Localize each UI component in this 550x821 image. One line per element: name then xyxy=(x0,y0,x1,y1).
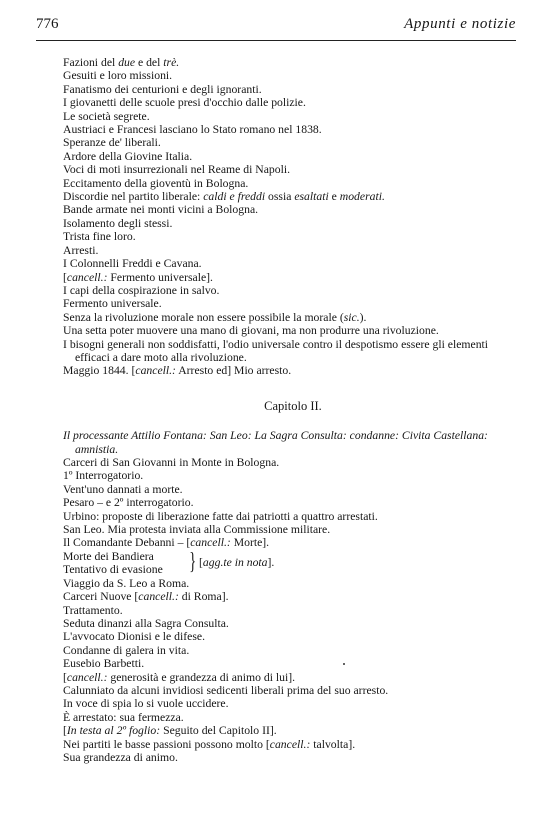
running-title: Appunti e notizie xyxy=(404,16,516,32)
text-line: Tentativo di evasione xyxy=(63,562,163,576)
bracketed-pair xyxy=(63,550,523,577)
text-line: È arrestato: sua fermezza. xyxy=(63,710,184,724)
text-line: Nei partiti le basse passioni possono molto [cancell.: talvolta]. xyxy=(63,737,356,751)
text-line: Una setta poter muovere una mano di giovani, ma non produrre una rivoluzione. xyxy=(63,324,439,338)
text-line: Fazioni del due e del trè. xyxy=(63,56,180,69)
text-line: Ardore della Giovine Italia. xyxy=(63,149,193,163)
text-line: Urbino: proposte di liberazione fatte dai patriotti a quattro arrestati. xyxy=(63,509,378,523)
text-line: I giovanetti delle scuole presi d'occhio dalle polizie. xyxy=(63,96,306,110)
text-line: I bisogni generali non soddisfatti, l'odio universale contro il despotismo essere gli elementi efficaci a dare moto alla rivoluzione. xyxy=(63,337,489,364)
text-line: Eccitamento della gioventù in Bologna. xyxy=(63,176,249,190)
body-text xyxy=(63,56,523,765)
text-line: [cancell.: Fermento universale]. xyxy=(63,270,213,284)
brace-note: [agg.te in nota]. xyxy=(199,555,275,569)
text-line: Fermento universale. xyxy=(63,297,162,311)
curly-brace: } xyxy=(189,548,197,575)
section-last-line xyxy=(63,364,523,377)
text-line: Voci di moti insurrezionali nel Reame di Napoli. xyxy=(63,163,290,177)
chapter-title: Capitolo II. xyxy=(264,398,322,413)
text-line: Morte dei Bandiera xyxy=(63,549,154,563)
running-header xyxy=(36,16,516,38)
text-line: Pesaro – e 2º interrogatorio. xyxy=(63,496,194,510)
text-line: I capi della cospirazione in salvo. xyxy=(63,283,220,297)
text-line: Carceri di San Giovanni in Monte in Bologna. xyxy=(63,455,280,469)
text-line: Eusebio Barbetti. xyxy=(63,657,145,671)
text-line: Viaggio da S. Leo a Roma. xyxy=(63,576,190,590)
text-line: In voce di spia lo si vuole uccidere. xyxy=(63,697,229,711)
header-rule xyxy=(36,40,516,41)
chapter-summary: Il processante Attilio Fontana: San Leo: La Sagra Consulta: condanne: Civita Castellana: amnistia. xyxy=(63,429,488,456)
speck xyxy=(343,663,345,665)
text-line: [cancell.: generosità e grandezza di animo di lui]. xyxy=(63,670,296,684)
page-number: 776 xyxy=(36,16,59,32)
text-line: Il Comandante Debanni – [cancell.: Morte]. xyxy=(63,536,270,550)
text-line: Carceri Nuove [cancell.: di Roma]. xyxy=(63,590,229,604)
text-line: I Colonnelli Freddi e Cavana. xyxy=(63,257,202,271)
text-line: Bande armate nei monti vicini a Bologna. xyxy=(63,203,259,217)
text-line: Seduta dinanzi alla Sagra Consulta. xyxy=(63,617,229,631)
text-line: Condanne di galera in vita. xyxy=(63,643,190,657)
text-line: 1º Interrogatorio. xyxy=(63,469,144,483)
text-line: Gesuiti e loro missioni. xyxy=(63,69,173,83)
text-line: Arresti. xyxy=(63,243,99,257)
text-line: Austriaci e Francesi lasciano lo Stato romano nel 1838. xyxy=(63,123,322,137)
text-line: Vent'uno dannati a morte. xyxy=(63,482,183,496)
text-line: [In testa al 2º foglio: Seguito del Capitolo II]. xyxy=(63,724,277,738)
text-line: Trattamento. xyxy=(63,603,123,617)
text-line: Calunniato da alcuni invidiosi sedicenti liberali prima del suo arresto. xyxy=(63,684,389,698)
text-line: Le società segrete. xyxy=(63,109,150,123)
chapter-lines xyxy=(63,577,523,765)
chapter-lines xyxy=(63,456,523,550)
text-line: Sua grandezza di animo. xyxy=(63,751,178,765)
text-line: L'avvocato Dionisi e le difese. xyxy=(63,630,205,644)
text-line: Trista fine loro. xyxy=(63,230,136,244)
text-line: Maggio 1844. [cancell.: Arresto ed] Mio arresto. xyxy=(63,364,292,378)
text-line: Senza la rivoluzione morale non essere possibile la morale (sic.). xyxy=(63,310,367,324)
text-line: Speranze de' liberali. xyxy=(63,136,161,150)
text-line: San Leo. Mia protesta inviata alla Commissione militare. xyxy=(63,523,331,536)
text-line: Fanatismo dei centurioni e degli ignoranti. xyxy=(63,82,262,96)
text-line: Isolamento degli stessi. xyxy=(63,216,173,230)
text-line: Discordie nel partito liberale: caldi e freddi ossia esaltati e moderati. xyxy=(63,190,385,204)
section-notes xyxy=(63,56,523,338)
